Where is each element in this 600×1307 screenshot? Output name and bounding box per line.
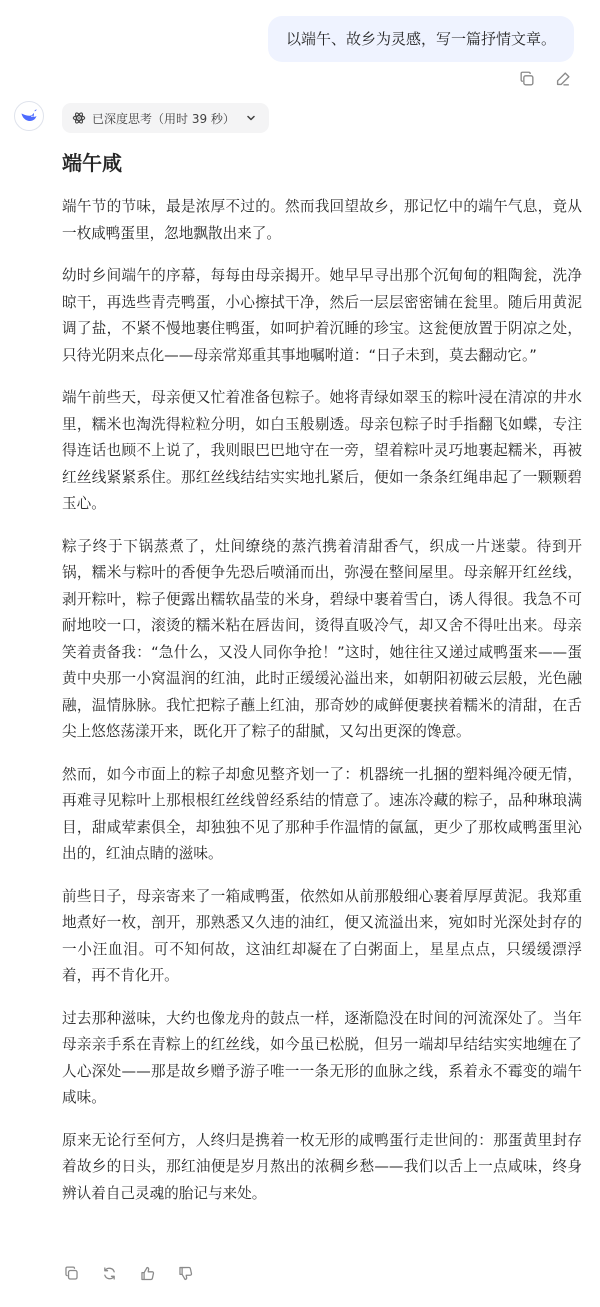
article-paragraph: 然而，如今市面上的粽子却愈见整齐划一了：机器统一扎捆的塑料绳冷硬无情，再难寻见粽叶上那根根红丝线曾经系结的情意了。速冻冷藏的粽子，品种琳琅满目，甜咸荤素俱全，却独独不见了那种手作温情的氤氲，更少了那枚咸鸭蛋里沁出的，红油点睛的滋味。	[62, 765, 582, 862]
article-paragraph: 原来无论行至何方，人终归是携着一枚无形的咸鸭蛋行走世间的：那蛋黄里封存着故乡的日头，那红油便是岁月熬出的浓稠乡愁——我们以舌上一点咸味，终身辨认着自己灵魂的胎记与来处。	[62, 1131, 582, 1202]
whale-logo-icon	[19, 106, 39, 126]
deep-think-toggle[interactable]	[62, 103, 269, 133]
user-message-actions	[516, 68, 574, 90]
article-title: 端午咸	[62, 151, 122, 175]
article-paragraph: 端午节的节味，最是浓厚不过的。然而我回望故乡，那记忆中的端午气息，竟从一枚咸鸭蛋里，忽地飘散出来了。	[62, 198, 582, 242]
edit-icon[interactable]	[552, 68, 574, 90]
user-message-bubble	[268, 16, 574, 62]
article-paragraph: 端午前些天，母亲便又忙着准备包粽子。她将青绿如翠玉的粽叶浸在清凉的井水里，糯米也淘洗得粒粒分明，如白玉般剔透。母亲包粽子时手指翻飞如蝶，专注得连话也顾不上说了，我则眼巴巴地守在一旁，望着粽叶灵巧地裹起糯米，再被红丝线紧紧系住。那红丝线结结实实地扎紧后，便如一条条红绳串起了一颗颗碧玉心。	[62, 389, 582, 512]
deep-think-label: 已深度思考（用时 39 秒）	[92, 111, 235, 126]
article-paragraph: 过去那种滋味，大约也像龙舟的鼓点一样，逐渐隐没在时间的河流深处了。当年母亲亲手系在青粽上的红丝线，如今虽已松脱，但另一端却早结结实实地缠在了人心深处——那是故乡赠予游子唯一一条无形的血脉之线，系着永不霉变的端午咸味。	[62, 1009, 582, 1106]
article-paragraph: 粽子终于下锅蒸煮了，灶间缭绕的蒸汽携着清甜香气，织成一片迷蒙。待到开锅，糯米与粽叶的香便争先恐后喷涌而出，弥漫在整间屋里。母亲解开红丝线，剥开粽叶，粽子便露出糯软晶莹的米身，碧绿中裹着雪白，诱人得很。我急不可耐地咬一口，滚烫的糯米粘在唇齿间，烫得直吸冷气，却又舍不得吐出来。母亲笑着责备我：“急什么，又没人同你争抢！”这时，她往往又递过咸鸭蛋来——蛋黄中央那一小窝温润的红油，此时正缓缓沁溢出来，如朝阳初破云层般，光色融融，温情脉脉。我忙把粽子蘸上红油，那奇妙的咸鲜便裹挟着糯米的清甜，在舌尖上悠悠荡漾开来，既化开了粽子的甜腻，又勾出更深的馋意。	[62, 537, 582, 740]
regenerate-icon[interactable]	[98, 1262, 120, 1284]
assistant-response	[62, 148, 582, 1223]
thumbs-down-icon[interactable]	[174, 1262, 196, 1284]
user-message-text: 以端午、故乡为灵感，写一篇抒情文章。	[285, 30, 556, 48]
response-actions	[60, 1262, 196, 1284]
chevron-down-icon	[245, 112, 257, 124]
article-paragraph: 幼时乡间端午的序幕，每每由母亲揭开。她早早寻出那个沉甸甸的粗陶瓮，洗净晾干，再选些青壳鸭蛋，小心擦拭干净，然后一层层密密铺在瓮里。随后用黄泥调了盐，不紧不慢地裹住鸭蛋，如呵护着沉睡的珍宝。这瓮便放置于阴凉之处，只待光阴来点化——母亲常郑重其事地嘱咐道：“日子未到，莫去翻动它。”	[62, 267, 582, 364]
copy-icon[interactable]	[60, 1262, 82, 1284]
thumbs-up-icon[interactable]	[136, 1262, 158, 1284]
atom-icon	[72, 111, 86, 125]
article-paragraph: 前些日子，母亲寄来了一箱咸鸭蛋，依然如从前那般细心裹着厚厚黄泥。我郑重地煮好一枚，剖开，那熟悉又久违的油红，便又流溢出来，宛如时光深处封存的一小汪血泪。可不知何故，这油红却凝在了白粥面上，星星点点，只缓缓漂浮着，再不肯化开。	[62, 887, 582, 984]
assistant-avatar	[14, 101, 44, 131]
copy-icon[interactable]	[516, 68, 538, 90]
